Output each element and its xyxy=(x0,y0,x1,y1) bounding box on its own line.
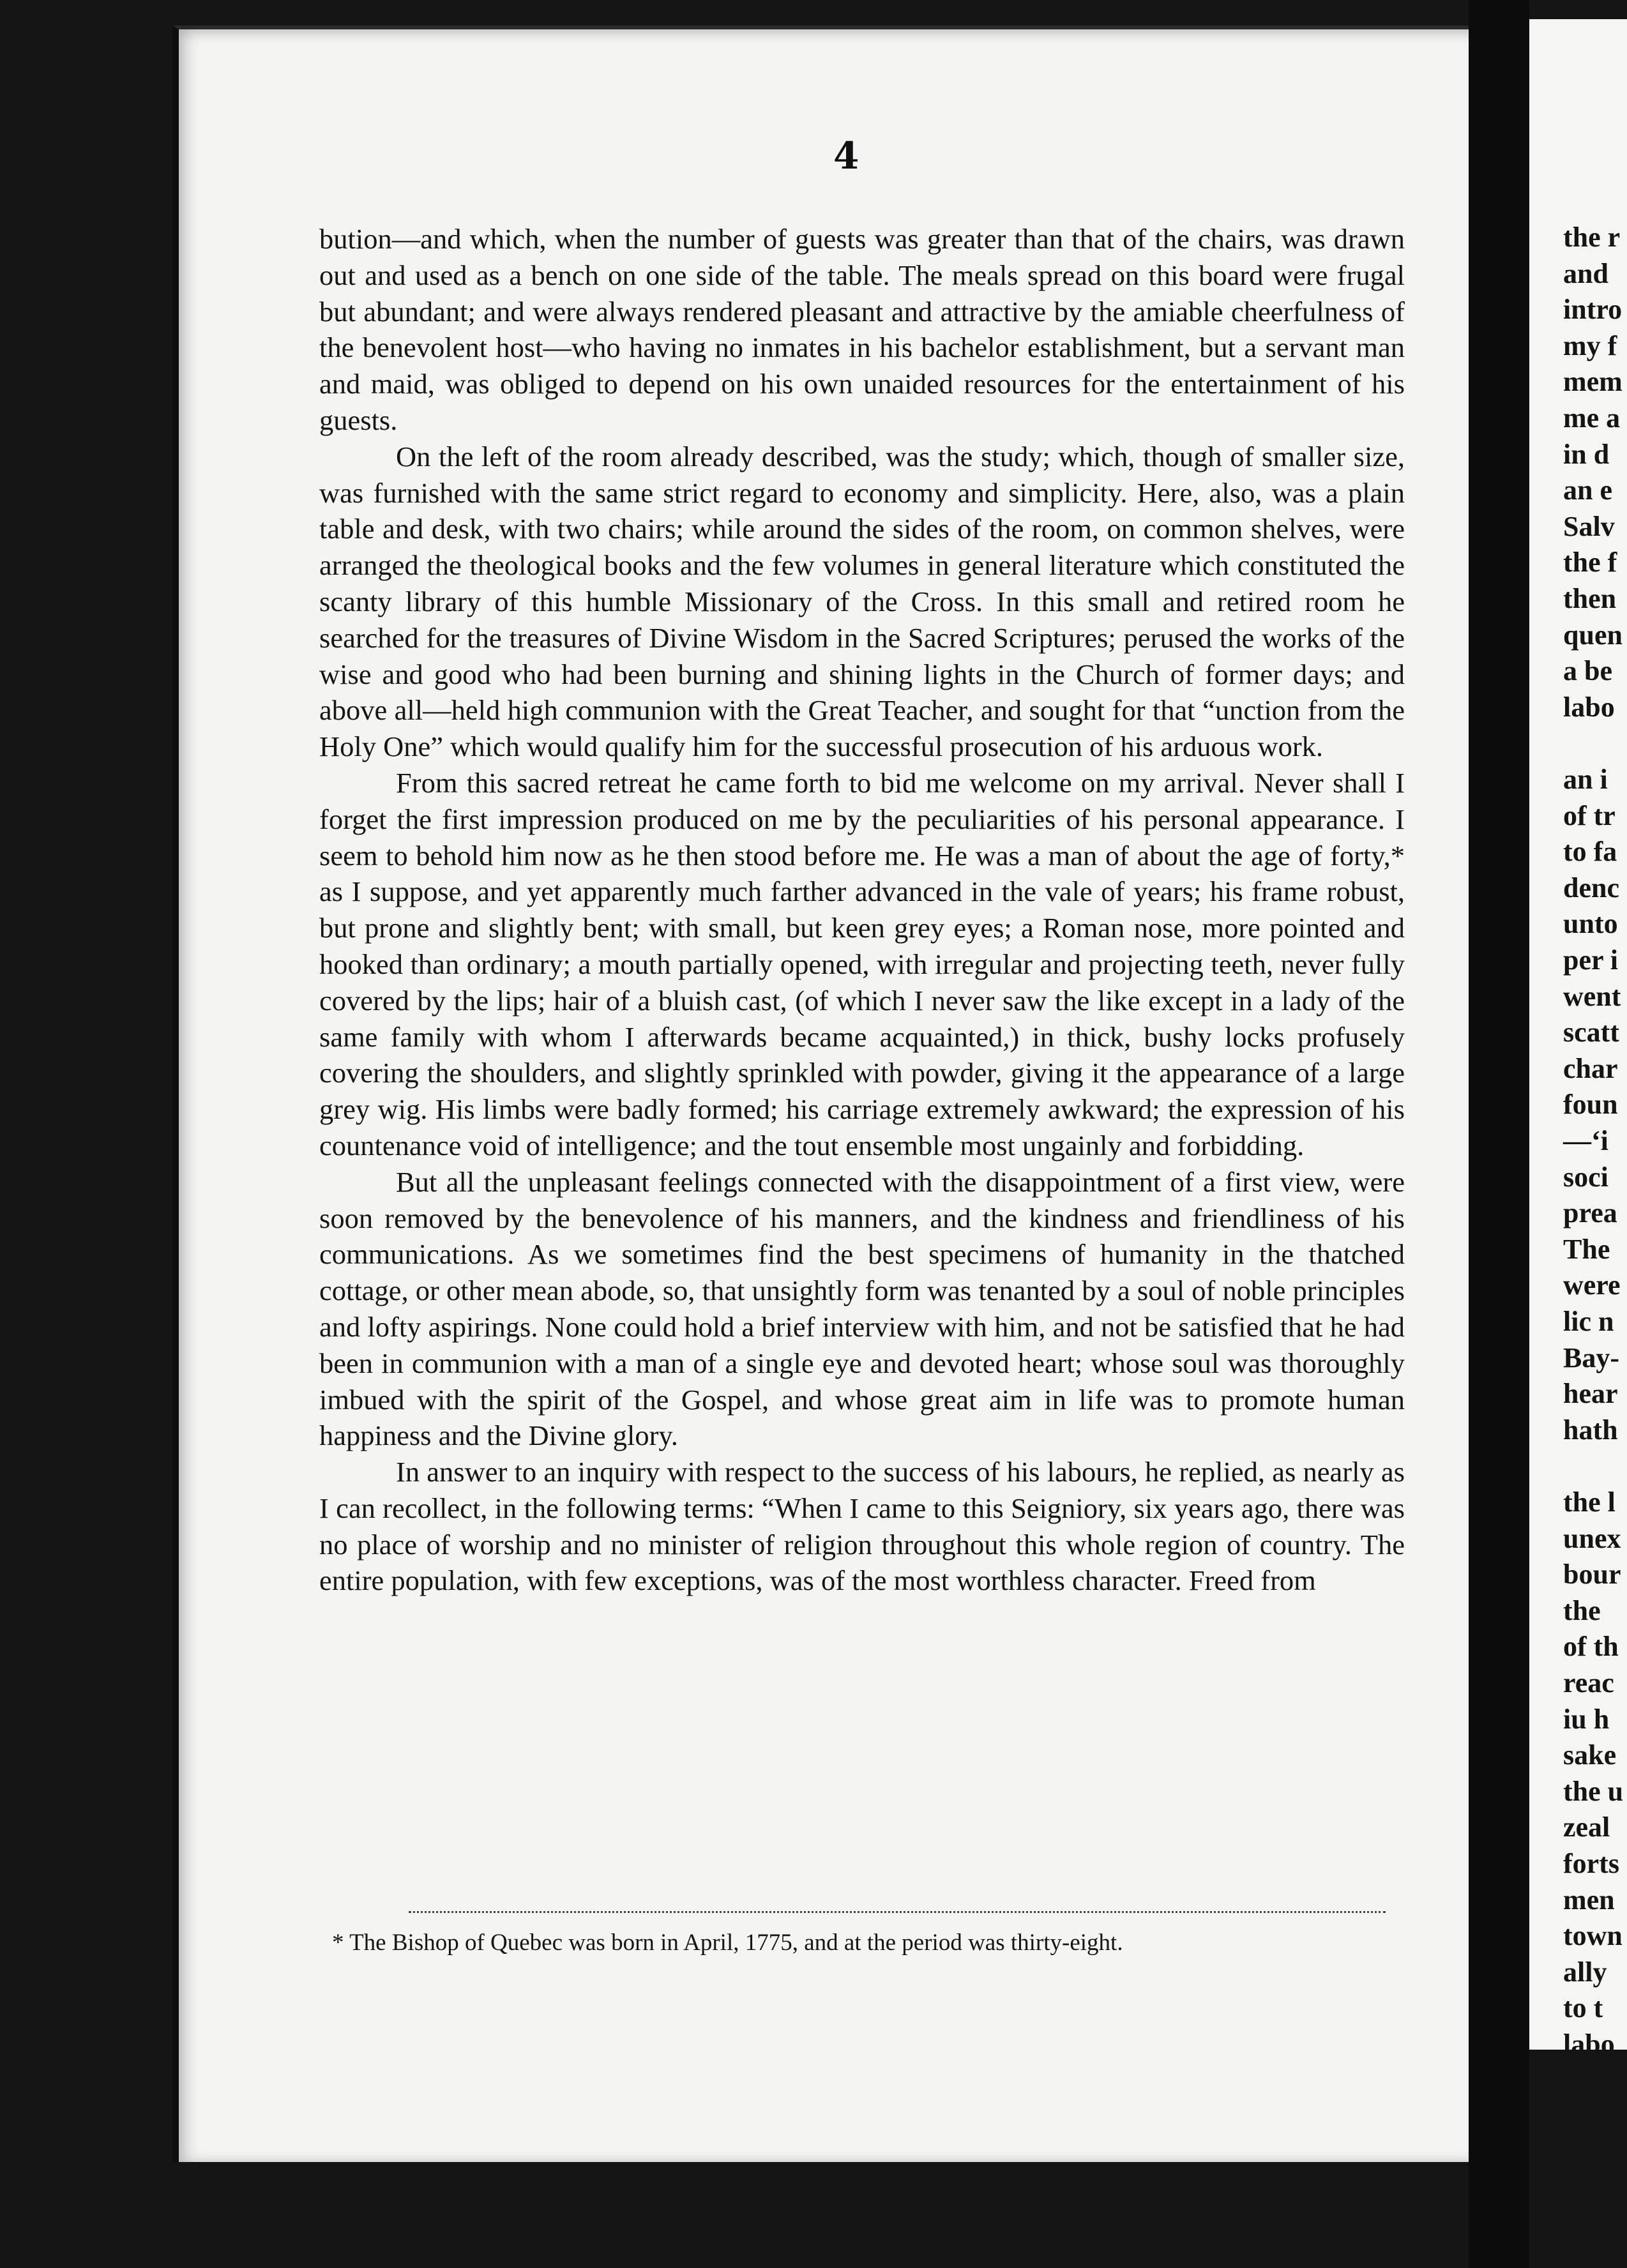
adjacent-line: ally xyxy=(1563,1956,1607,1988)
adjacent-line: bour xyxy=(1563,1559,1621,1591)
adjacent-line: unex xyxy=(1563,1522,1621,1554)
adjacent-line: quen xyxy=(1563,619,1623,651)
adjacent-line: of th xyxy=(1563,1631,1619,1663)
adjacent-line: Salv xyxy=(1563,510,1615,542)
adjacent-line: forts xyxy=(1563,1848,1619,1879)
footnote: * The Bishop of Quebec was born in April, 1775, and at the period was thirty-eight. xyxy=(332,1930,1123,1956)
adjacent-line: a be xyxy=(1563,655,1612,687)
footnote-rule xyxy=(409,1911,1386,1913)
adjacent-line: Bay- xyxy=(1563,1342,1619,1373)
adjacent-line: then xyxy=(1563,583,1617,614)
adjacent-line: my f xyxy=(1563,329,1617,361)
adjacent-line: town xyxy=(1563,1920,1623,1952)
adjacent-line: denc xyxy=(1563,872,1619,903)
adjacent-line: the r xyxy=(1563,222,1621,253)
body-text xyxy=(319,221,1405,1599)
adjacent-line: reac xyxy=(1563,1667,1614,1698)
adjacent-line: of tr xyxy=(1563,799,1616,831)
adjacent-line: soci xyxy=(1563,1161,1608,1193)
page-gutter xyxy=(1469,0,1529,2268)
adjacent-line: The xyxy=(1563,1233,1610,1265)
adjacent-line: the u xyxy=(1563,1775,1624,1807)
adjacent-line: mem xyxy=(1563,366,1623,398)
adjacent-line: me a xyxy=(1563,402,1621,434)
paragraph-1: bution—and which, when the number of guests was greater than that of the chairs, was drawn out and used as a bench on one side of the table. The meals spread on this board were frugal but abundant; and were always rendered pleasant and attractive by the amiable cheerfulness of the benevolent host—who having no inmates in his bachelor establishment, but a servant man and maid, was obliged to depend on his own unaided resources for the entertainment of his guests. xyxy=(319,223,1405,436)
page-number: 4 xyxy=(833,134,859,178)
adjacent-line: an e xyxy=(1563,474,1612,506)
paragraph-5: In answer to an inquiry with respect to the success of his labours, he replied, as nearly as I can recollect, in the following terms: “When I came to this Seigniory, six years ago, there was no place of worship and no minister of religion throughout this whole region of country. The entire population, with few exceptions, was of the most worthless character. Freed from xyxy=(319,1456,1405,1597)
adjacent-line: to t xyxy=(1563,1992,1603,2024)
adjacent-line: went xyxy=(1563,980,1621,1012)
adjacent-line: the f xyxy=(1563,547,1617,578)
adjacent-line: in d xyxy=(1563,438,1610,470)
adjacent-line: char xyxy=(1563,1052,1618,1084)
adjacent-line: and xyxy=(1563,257,1608,289)
paragraph-4: But all the unpleasant feelings connected with the disappointment of a first view, were soon removed by the benevolence of his manners, and the kindness and friendliness of his communications. As we sometimes find the best specimens of humanity in the thatched cottage, or other mean abode, so, that unsightly form was tenanted by a soul of noble principles and lofty aspirings. None could hold a brief interview with him, and not be satisfied that he had been in communion with a man of a single eye and devoted heart; whose soul was thoroughly imbued with the spirit of the Gospel, and whose great aim in life was to promote human happiness and the Divine glory. xyxy=(319,1165,1405,1452)
adjacent-line: —‘i xyxy=(1563,1125,1608,1156)
adjacent-line: zeal xyxy=(1563,1811,1610,1843)
adjacent-line: per i xyxy=(1563,944,1618,976)
adjacent-line: to fa xyxy=(1563,836,1617,868)
adjacent-line: iu h xyxy=(1563,1703,1610,1735)
adjacent-line: lic n xyxy=(1563,1306,1614,1337)
adjacent-line: foun xyxy=(1563,1089,1618,1121)
adjacent-line: hear xyxy=(1563,1378,1618,1410)
paragraph-2: On the left of the room already described, was the study; which, though of smaller size, was furnished with the same strict regard to economy and simplicity. Here, also, was a plain table and desk, with two chairs; while around the sides of the room, on common shelves, were arranged the theological books and the few volumes in general literature which constituted the scanty library of this humble Missionary of the Cross. In this small and retired room he searched for the treasures of Divine Wisdom in the Sacred Scriptures; perused the works of the wise and good who had been burning and shining lights in the Church of former days; and above all—held high communion with the Great Teacher, and sought for that “unction from the Holy One” which would qualify him for the successful prosecution of his arduous work. xyxy=(319,440,1405,763)
adjacent-line: were xyxy=(1563,1269,1621,1301)
adjacent-line: labo xyxy=(1563,2029,1615,2060)
adjacent-line: hath xyxy=(1563,1414,1618,1446)
adjacent-line: labo xyxy=(1563,691,1615,723)
adjacent-line: the xyxy=(1563,1594,1601,1626)
adjacent-line: prea xyxy=(1563,1197,1617,1229)
adjacent-line: an i xyxy=(1563,764,1608,795)
adjacent-line: sake xyxy=(1563,1739,1617,1771)
adjacent-line: men xyxy=(1563,1884,1615,1916)
adjacent-line: unto xyxy=(1563,908,1618,940)
adjacent-line: intro xyxy=(1563,294,1623,326)
adjacent-line: the l xyxy=(1563,1486,1616,1518)
paragraph-3: From this sacred retreat he came forth to bid me welcome on my arrival. Never shall I forget the first impression produced on me by the peculiarities of his personal appearance. I seem to behold him now as he then stood before me. He was a man of about the age of forty,* as I suppose, and yet apparently much farther advanced in the vale of years; his frame robust, but prone and slightly bent; with small, but keen grey eyes; a Roman nose, more pointed and hooked than ordinary; a mouth partially opened, with irregular and projecting teeth, never fully covered by the lips; hair of a bluish cast, (of which I never saw the like except in a lady of the same family with whom I afterwards became acquainted,) in thick, bushy locks profusely covering the shoulders, and slightly sprinkled with powder, giving it the appearance of a large grey wig. His limbs were badly formed; his carriage extremely awkward; the expression of his countenance void of intelligence; and the tout ensemble most ungainly and forbidding. xyxy=(319,766,1405,1161)
adjacent-line: scatt xyxy=(1563,1017,1619,1048)
